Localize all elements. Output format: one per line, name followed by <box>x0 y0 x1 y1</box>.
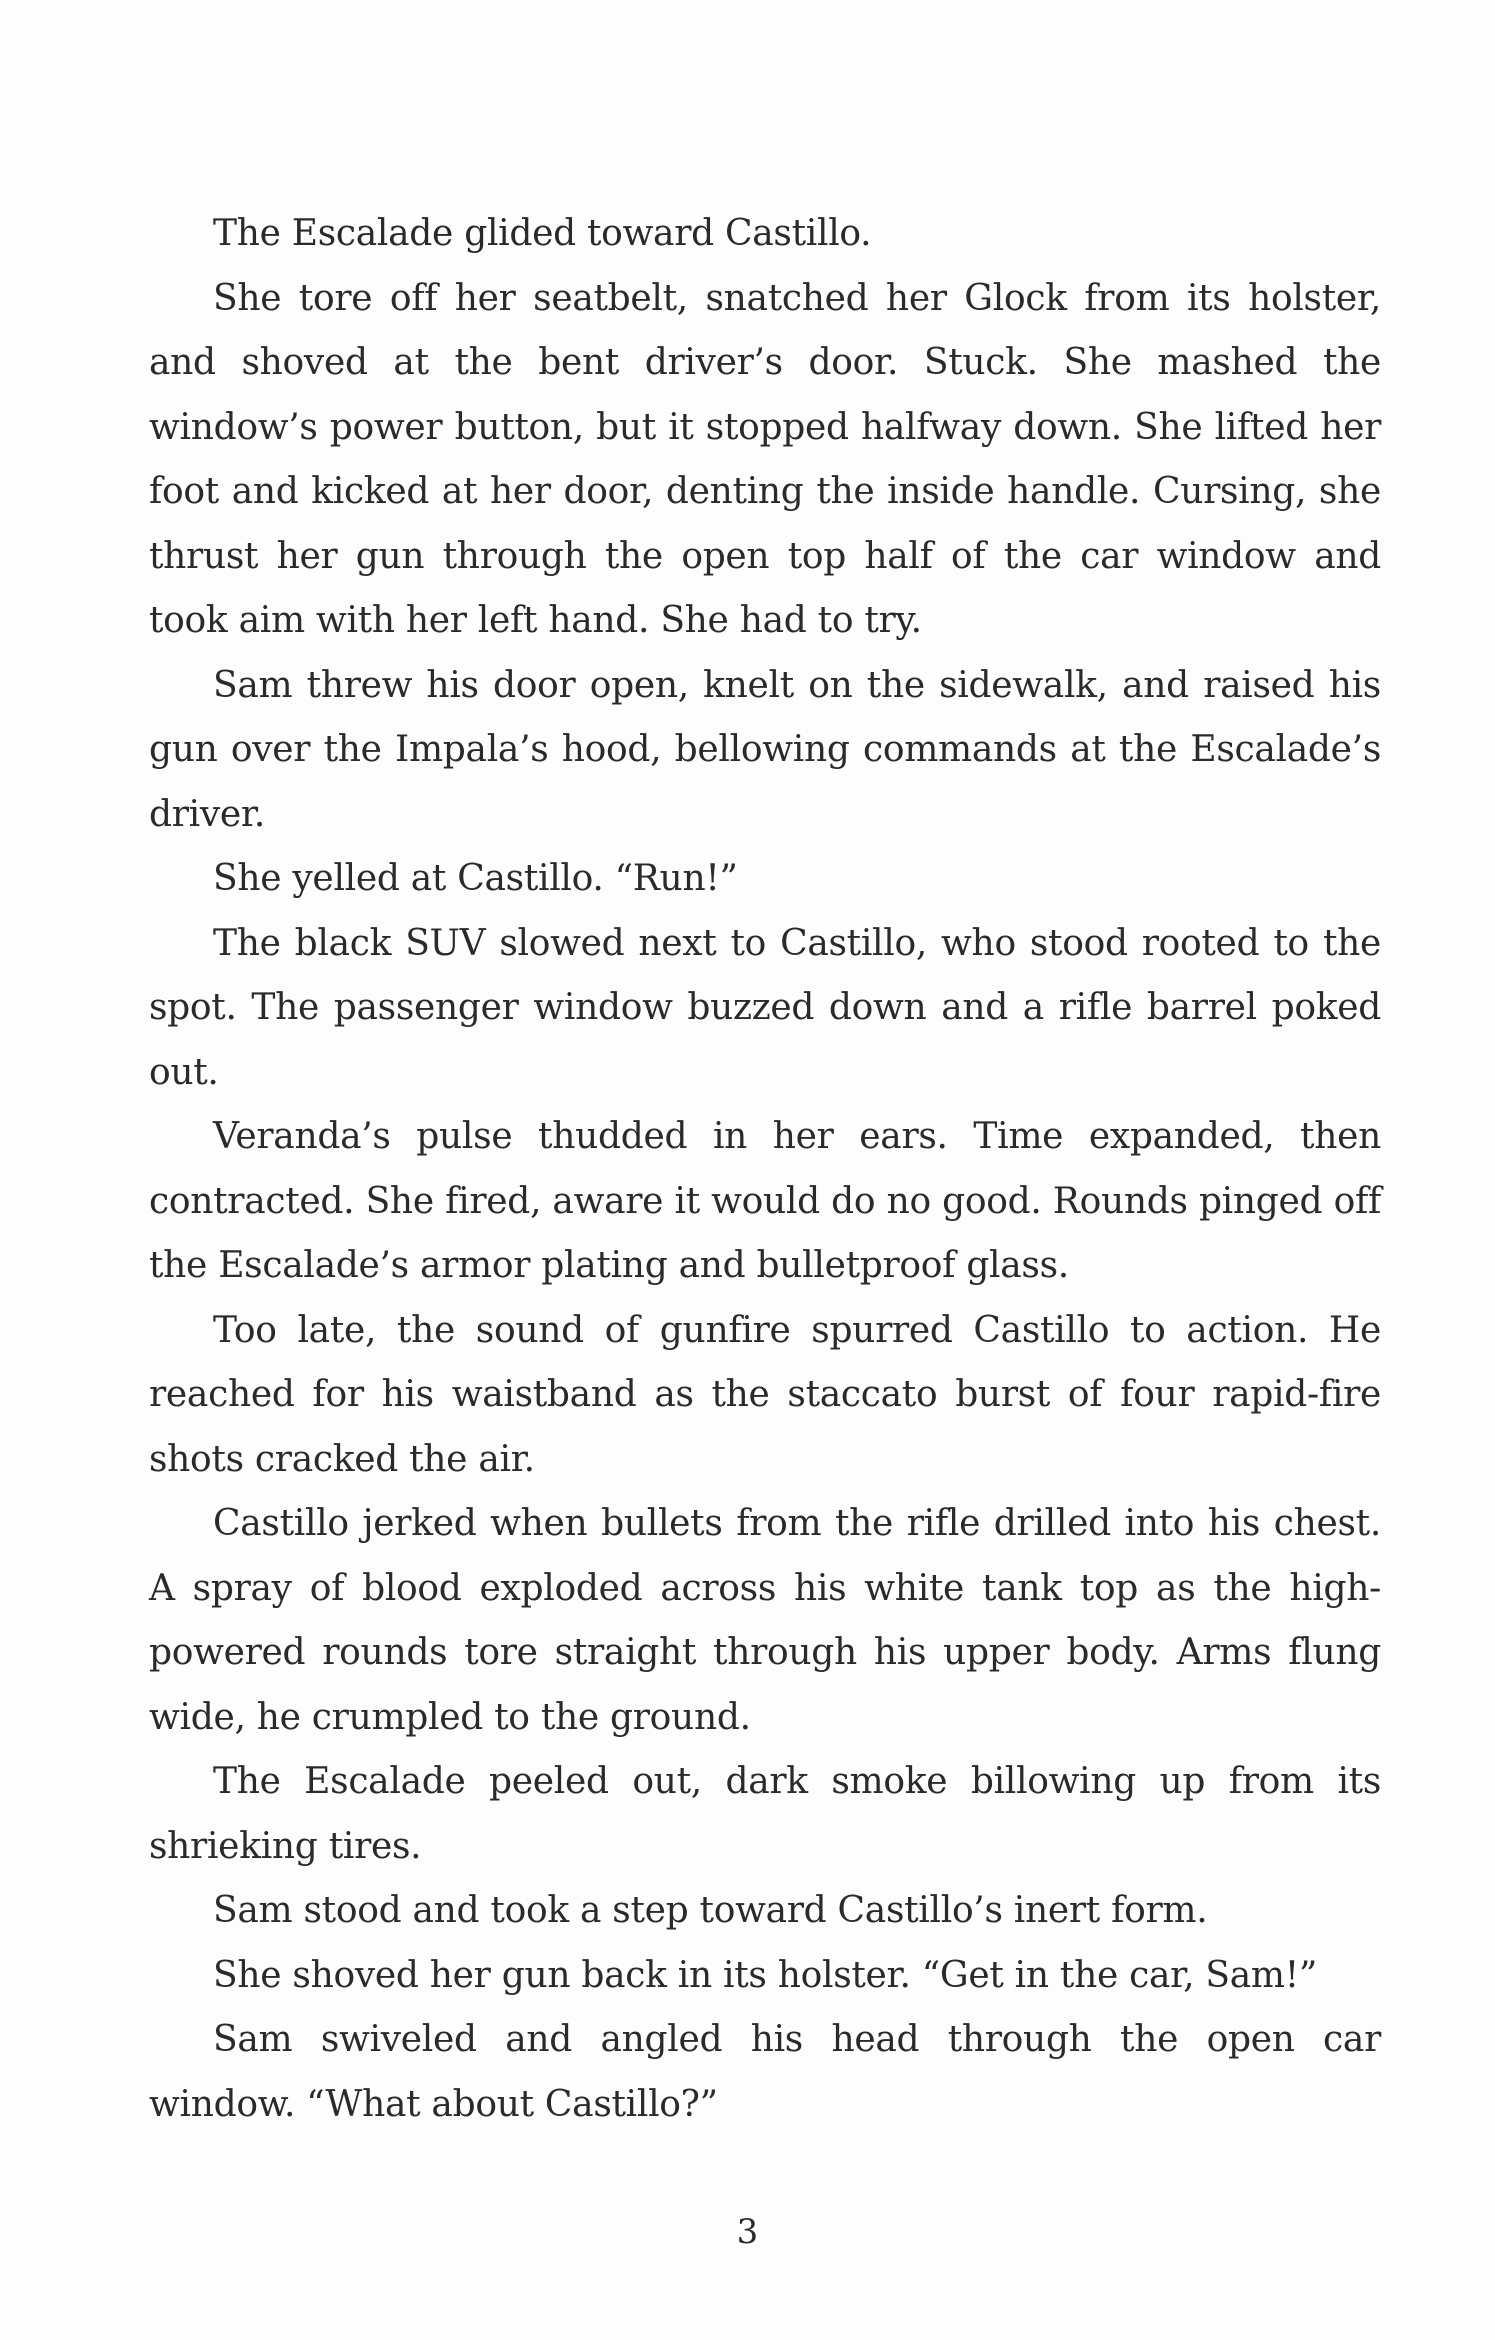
paragraph: Sam swiveled and angled his head through the open car window. “What about Castillo?” <box>149 2019 1381 2125</box>
paragraph: Sam stood and took a step toward Castillo’s inert form. <box>213 1890 1208 1931</box>
body-text <box>149 202 1381 2137</box>
paragraph: She tore off her seatbelt, snatched her Glock from its holster, and shoved at the bent driver’s door. Stuck. She mashed the window’s power button, but it stopped halfway down. She lifted her foot and kicked at her door, denting the inside handle. Cursing, she thrust her gun through the open top half of the car window and took aim with her left hand. She had to try. <box>149 277 1381 641</box>
paragraph: Too late, the sound of gunfire spurred Castillo to action. He reached for his waistband as the staccato burst of four rapid-fire shots cracked the air. <box>149 1309 1381 1480</box>
paragraph: She shoved her gun back in its holster. “Get in the car, Sam!” <box>213 1954 1318 1996</box>
paragraph: The Escalade glided toward Castillo. <box>213 213 872 254</box>
paragraph: The black SUV slowed next to Castillo, who stood rooted to the spot. The passenger window buzzed down and a rifle barrel poked out. <box>149 922 1381 1093</box>
paragraph: Castillo jerked when bullets from the rifle drilled into his chest. A spray of blood exploded across his white tank top as the high-powered rounds tore straight through his upper body. Arms flung wide, he crumpled to the ground. <box>149 1503 1381 1738</box>
paragraph: The Escalade peeled out, dark smoke billowing up from its shrieking tires. <box>149 1761 1381 1867</box>
paragraph: She yelled at Castillo. “Run!” <box>213 858 738 899</box>
page-number: 3 <box>736 2212 759 2252</box>
paragraph: Sam threw his door open, knelt on the sidewalk, and raised his gun over the Impala’s hood, bellowing commands at the Escalade’s driver. <box>149 664 1381 835</box>
paragraph: Veranda’s pulse thudded in her ears. Time expanded, then contracted. She fired, aware it would do no good. Rounds pinged off the Escalade’s armor plating and bulletproof glass. <box>149 1116 1381 1286</box>
